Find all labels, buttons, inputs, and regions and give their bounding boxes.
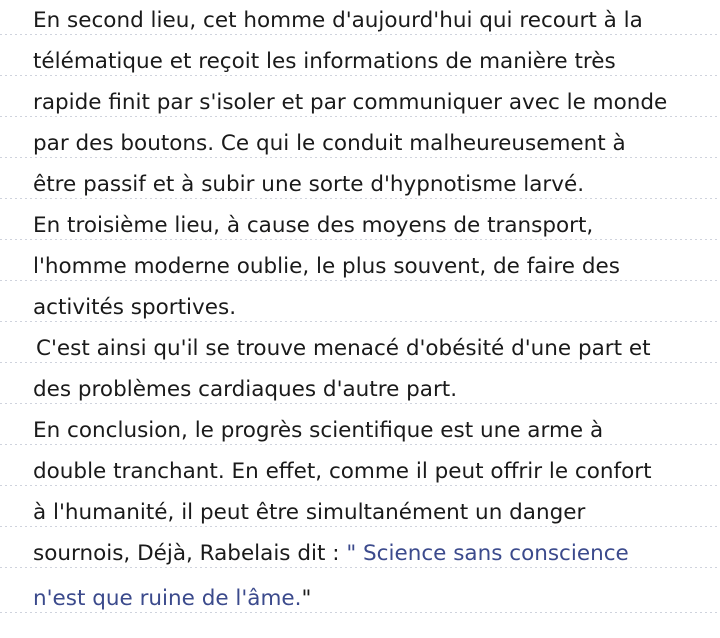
line-14-text: sournois, Déjà, Rabelais dit : <box>33 541 347 566</box>
text-line-9: C'est ainsi qu'il se trouve menacé d'obésité d'une part et <box>0 328 720 369</box>
quote-start: " Science sans conscience <box>346 541 629 566</box>
text-line-6: En troisième lieu, à cause des moyens de transport, <box>0 205 720 246</box>
text-line-8: activités sportives. <box>0 287 720 328</box>
text-line-10: des problèmes cardiaques d'autre part. <box>0 369 720 410</box>
text-line-2: télématique et reçoit les informations de manière très <box>0 41 720 82</box>
quote-end: n'est que ruine de l'âme. <box>33 586 302 611</box>
text-line-14 <box>0 533 720 574</box>
text-line-1: En second lieu, cet homme d'aujourd'hui qui recourt à la <box>0 0 720 41</box>
text-line-11: En conclusion, le progrès scientifique est une arme à <box>0 410 720 451</box>
text-line-12: double tranchant. En effet, comme il peut offrir le confort <box>0 451 720 492</box>
text-line-15 <box>0 578 720 619</box>
closing-quote-mark: " <box>301 586 312 611</box>
text-line-5: être passif et à subir une sorte d'hypnotisme larvé. <box>0 164 720 205</box>
text-line-7: l'homme moderne oublie, le plus souvent, de faire des <box>0 246 720 287</box>
text-line-13: à l'humanité, il peut être simultanément un danger <box>0 492 720 533</box>
text-line-3: rapide finit par s'isoler et par communiquer avec le monde <box>0 82 720 123</box>
text-line-4: par des boutons. Ce qui le conduit malheureusement à <box>0 123 720 164</box>
